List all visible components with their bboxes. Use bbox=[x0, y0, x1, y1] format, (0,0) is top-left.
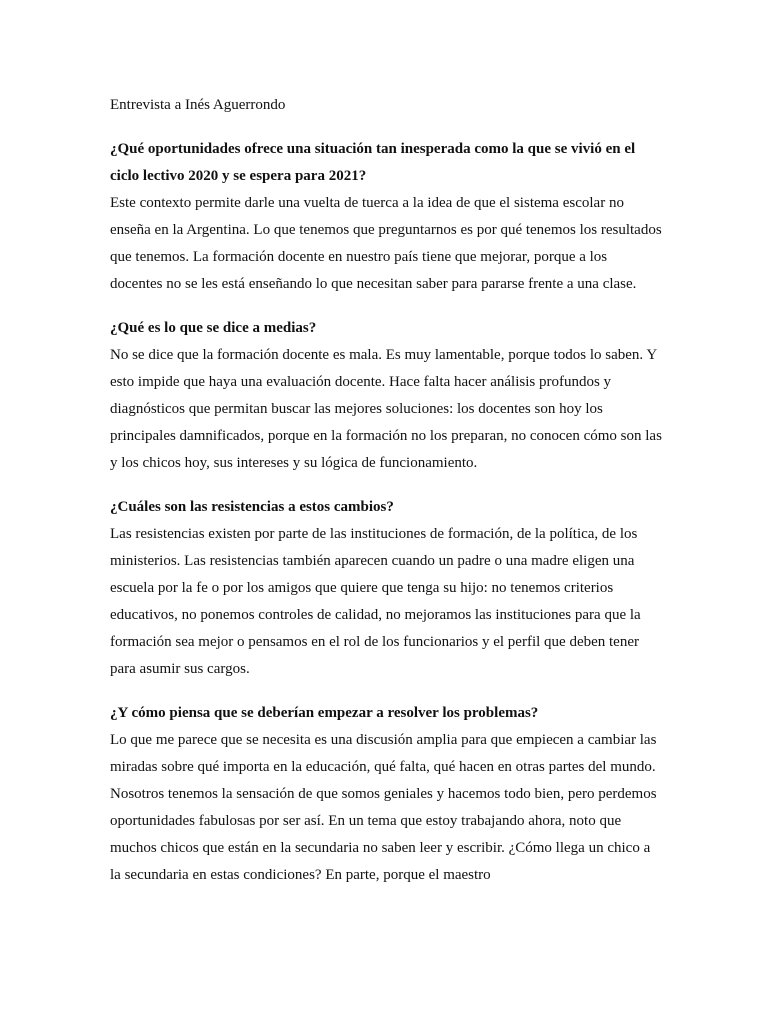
answer-paragraph: Las resistencias existen por parte de las instituciones de formación, de la política, de los ministerios. Las resistencias también aparecen cuando un padre o una madre eligen una escuela por la fe o por los amigos que quiere que tenga su hijo: no tenemos criterios educativos, no ponemos controles de calidad, no mejoramos las instituciones para que la formación sea mejor o pensamos en el rol de los funcionarios y el perfil que deben tener para asumir sus cargos. bbox=[110, 526, 641, 677]
interview-section bbox=[110, 494, 662, 683]
question-heading: ¿Qué oportunidades ofrece una situación tan inesperada como la que se vivió en el ciclo lectivo 2020 y se espera para 2021? bbox=[110, 141, 636, 184]
answer-paragraph: No se dice que la formación docente es mala. Es muy lamentable, porque todos lo saben. Y esto impide que haya una evaluación docente. Hace falta hacer análisis profundos y diagnósticos que permitan buscar las mejores soluciones: los docentes son hoy los principales damnificados, porque en la formación no los preparan, no conocen cómo son las y los chicos hoy, sus intereses y su lógica de funcionamiento. bbox=[110, 347, 662, 471]
answer-paragraph: Lo que me parece que se necesita es una discusión amplia para que empiecen a cambiar las miradas sobre qué importa en la educación, qué falta, qué hacen en otras partes del mundo. Nosotros tenemos la sensación de que somos geniales y hacemos todo bien, pero perdemos oportunidades fabulosas por ser así. En un tema que estoy trabajando ahora, noto que muchos chicos que están en la secundaria no saben leer y escribir. ¿Cómo llega un chico a la secundaria en estas condiciones? En parte, porque el maestro bbox=[110, 732, 657, 883]
question-heading: ¿Qué es lo que se dice a medias? bbox=[110, 320, 317, 336]
interview-section bbox=[110, 136, 662, 298]
question-heading: ¿Y cómo piensa que se deberían empezar a resolver los problemas? bbox=[110, 705, 539, 721]
document-title: Entrevista a Inés Aguerrondo bbox=[110, 97, 286, 113]
interview-section bbox=[110, 700, 662, 889]
document-page bbox=[110, 92, 662, 906]
question-heading: ¿Cuáles son las resistencias a estos cambios? bbox=[110, 499, 394, 515]
interview-section bbox=[110, 315, 662, 477]
answer-paragraph: Este contexto permite darle una vuelta de tuerca a la idea de que el sistema escolar no enseña en la Argentina. Lo que tenemos que preguntarnos es por qué tenemos los resultados que tenemos. La formación docente en nuestro país tiene que mejorar, porque a los docentes no se les está enseñando lo que necesitan saber para pararse frente a una clase. bbox=[110, 195, 662, 292]
